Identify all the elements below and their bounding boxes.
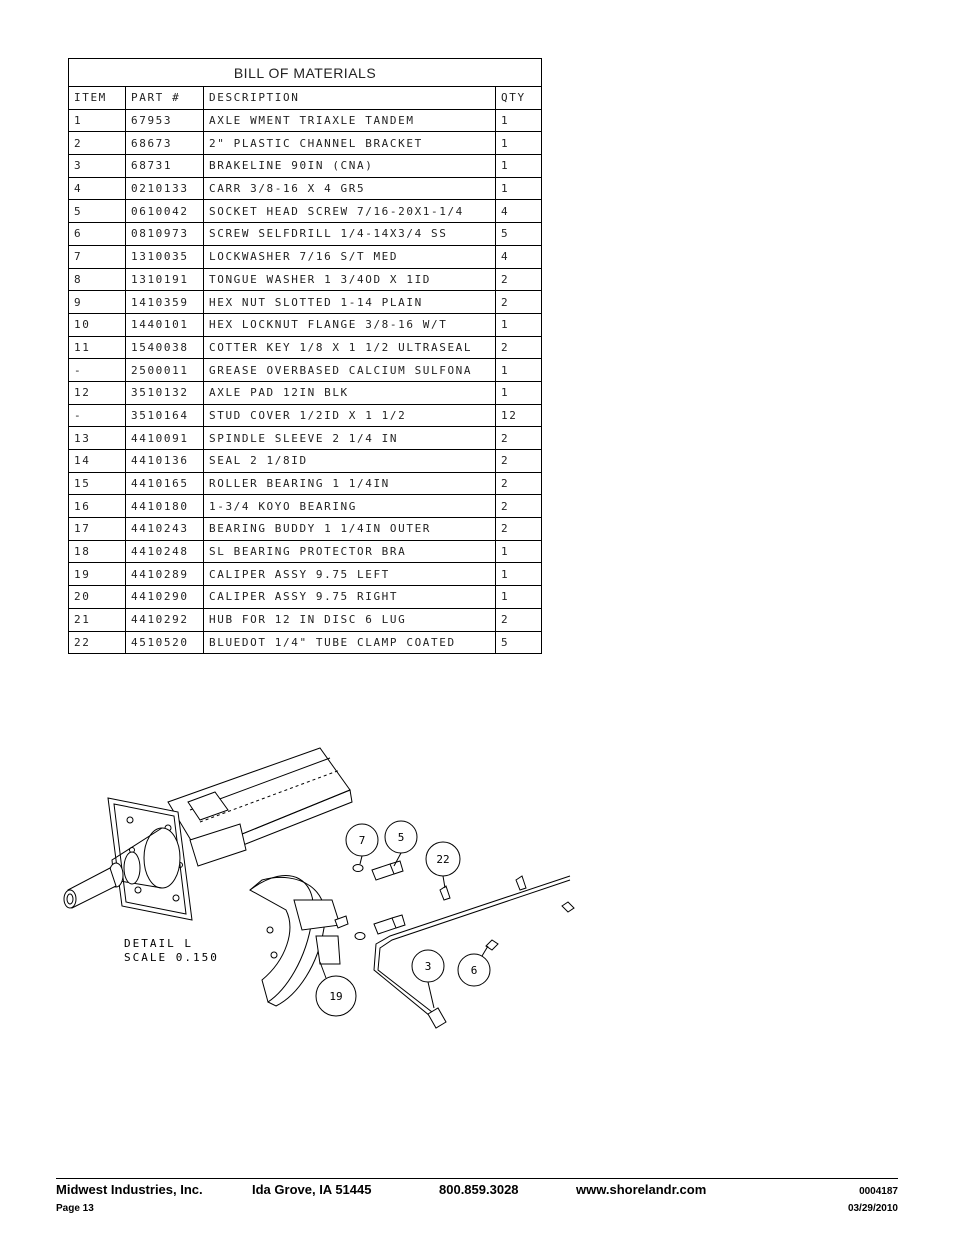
table-row bbox=[69, 336, 542, 359]
table-row bbox=[69, 132, 542, 155]
bom-part-cell: 1310191 bbox=[126, 268, 204, 291]
table-row bbox=[69, 495, 542, 518]
bom-item-cell: 19 bbox=[69, 563, 126, 586]
bom-part-cell: 4410248 bbox=[126, 540, 204, 563]
callout-7-label: 7 bbox=[358, 834, 366, 847]
bom-item-cell: 6 bbox=[69, 223, 126, 246]
bom-qty-cell: 12 bbox=[496, 404, 542, 427]
bom-part-cell: 67953 bbox=[126, 109, 204, 132]
footer-doc-number: 0004187 bbox=[859, 1186, 898, 1197]
table-row bbox=[69, 200, 542, 223]
footer-page-number: Page 13 bbox=[56, 1203, 94, 1214]
bom-description-cell: LOCKWASHER 7/16 S/T MED bbox=[204, 245, 496, 268]
bom-item-cell: 13 bbox=[69, 427, 126, 450]
bom-item-cell: 15 bbox=[69, 472, 126, 495]
bom-description-cell: AXLE WMENT TRIAXLE TANDEM bbox=[204, 109, 496, 132]
bom-item-cell: 9 bbox=[69, 291, 126, 314]
callout-5 bbox=[385, 821, 417, 866]
bom-item-cell: 10 bbox=[69, 313, 126, 336]
bom-item-cell: 17 bbox=[69, 518, 126, 541]
bom-item-cell: 20 bbox=[69, 586, 126, 609]
table-row bbox=[69, 155, 542, 178]
table-row bbox=[69, 177, 542, 200]
bom-qty-cell: 2 bbox=[496, 495, 542, 518]
table-row bbox=[69, 404, 542, 427]
bom-description-cell: SOCKET HEAD SCREW 7/16-20X1-1/4 bbox=[204, 200, 496, 223]
bom-description-cell: BRAKELINE 90IN (CNA) bbox=[204, 155, 496, 178]
bom-header-cell: ITEM bbox=[69, 87, 126, 110]
bom-part-cell: 68731 bbox=[126, 155, 204, 178]
table-row bbox=[69, 540, 542, 563]
table-row bbox=[69, 518, 542, 541]
callout-19 bbox=[316, 962, 356, 1016]
bom-item-cell: 1 bbox=[69, 109, 126, 132]
bom-item-cell: 5 bbox=[69, 200, 126, 223]
bom-description-cell: HEX NUT SLOTTED 1-14 PLAIN bbox=[204, 291, 496, 314]
table-row bbox=[69, 472, 542, 495]
table-row bbox=[69, 586, 542, 609]
bom-description-cell: CALIPER ASSY 9.75 LEFT bbox=[204, 563, 496, 586]
bom-qty-cell: 2 bbox=[496, 336, 542, 359]
bom-description-cell: STUD COVER 1/2ID X 1 1/2 bbox=[204, 404, 496, 427]
bom-qty-cell: 5 bbox=[496, 223, 542, 246]
bom-description-cell: SL BEARING PROTECTOR BRA bbox=[204, 540, 496, 563]
bom-qty-cell: 1 bbox=[496, 381, 542, 404]
bom-description-cell: BEARING BUDDY 1 1/4IN OUTER bbox=[204, 518, 496, 541]
table-row bbox=[69, 223, 542, 246]
bom-part-cell: 1440101 bbox=[126, 313, 204, 336]
footer-location: Ida Grove, IA 51445 bbox=[252, 1182, 372, 1197]
bom-qty-cell: 4 bbox=[496, 200, 542, 223]
bom-qty-cell: 1 bbox=[496, 177, 542, 200]
bom-qty-cell: 1 bbox=[496, 109, 542, 132]
bom-description-cell: TONGUE WASHER 1 3/4OD X 1ID bbox=[204, 268, 496, 291]
bom-description-cell: GREASE OVERBASED CALCIUM SULFONA bbox=[204, 359, 496, 382]
bom-qty-cell: 1 bbox=[496, 586, 542, 609]
table-row bbox=[69, 608, 542, 631]
bom-part-cell: 4410292 bbox=[126, 608, 204, 631]
bom-item-cell: 3 bbox=[69, 155, 126, 178]
bom-qty-cell: 2 bbox=[496, 268, 542, 291]
table-row bbox=[69, 631, 542, 654]
callout-3-label: 3 bbox=[424, 960, 432, 973]
bom-description-cell: CALIPER ASSY 9.75 RIGHT bbox=[204, 586, 496, 609]
bom-qty-cell: 2 bbox=[496, 472, 542, 495]
bom-description-cell: SPINDLE SLEEVE 2 1/4 IN bbox=[204, 427, 496, 450]
table-row bbox=[69, 427, 542, 450]
bom-qty-cell: 1 bbox=[496, 540, 542, 563]
table-row bbox=[69, 381, 542, 404]
bom-part-cell: 0210133 bbox=[126, 177, 204, 200]
bom-part-cell: 4410180 bbox=[126, 495, 204, 518]
bom-part-cell: 2500011 bbox=[126, 359, 204, 382]
bom-item-cell: 14 bbox=[69, 450, 126, 473]
bom-qty-cell: 2 bbox=[496, 291, 542, 314]
bom-description-cell: COTTER KEY 1/8 X 1 1/2 ULTRASEAL bbox=[204, 336, 496, 359]
bom-part-cell: 68673 bbox=[126, 132, 204, 155]
bom-qty-cell: 2 bbox=[496, 450, 542, 473]
table-row bbox=[69, 268, 542, 291]
bom-item-cell: 21 bbox=[69, 608, 126, 631]
bom-title: BILL OF MATERIALS bbox=[69, 59, 542, 87]
footer-phone: 800.859.3028 bbox=[439, 1182, 519, 1197]
bom-item-cell: 2 bbox=[69, 132, 126, 155]
brake-line bbox=[374, 876, 570, 1028]
bom-qty-cell: 1 bbox=[496, 313, 542, 336]
bom-item-cell: 8 bbox=[69, 268, 126, 291]
table-row bbox=[69, 109, 542, 132]
bom-header-cell: PART # bbox=[126, 87, 204, 110]
bom-description-cell: BLUEDOT 1/4" TUBE CLAMP COATED bbox=[204, 631, 496, 654]
bom-part-cell: 4410091 bbox=[126, 427, 204, 450]
bom-item-cell: 18 bbox=[69, 540, 126, 563]
bom-description-cell: 1-3/4 KOYO BEARING bbox=[204, 495, 496, 518]
callout-7 bbox=[346, 824, 378, 864]
bom-qty-cell: 1 bbox=[496, 563, 542, 586]
bom-header-cell: DESCRIPTION bbox=[204, 87, 496, 110]
bom-part-cell: 1540038 bbox=[126, 336, 204, 359]
bom-qty-cell: 2 bbox=[496, 608, 542, 631]
bom-item-cell: - bbox=[69, 404, 126, 427]
table-row bbox=[69, 291, 542, 314]
bom-qty-cell: 2 bbox=[496, 518, 542, 541]
bom-part-cell: 0610042 bbox=[126, 200, 204, 223]
detail-label: DETAIL L bbox=[124, 937, 193, 950]
bom-part-cell: 3510132 bbox=[126, 381, 204, 404]
bom-part-cell: 1410359 bbox=[126, 291, 204, 314]
bom-item-cell: 7 bbox=[69, 245, 126, 268]
bom-part-cell: 0810973 bbox=[126, 223, 204, 246]
bom-description-cell: CARR 3/8-16 X 4 GR5 bbox=[204, 177, 496, 200]
fasteners bbox=[353, 861, 574, 950]
table-row bbox=[69, 359, 542, 382]
table-row bbox=[69, 313, 542, 336]
table-row bbox=[69, 563, 542, 586]
bom-qty-cell: 1 bbox=[496, 155, 542, 178]
callout-22 bbox=[426, 842, 460, 888]
axle-exploded-view-drawing bbox=[50, 740, 590, 1050]
table-row bbox=[69, 450, 542, 473]
bom-part-cell: 4410243 bbox=[126, 518, 204, 541]
bom-item-cell: - bbox=[69, 359, 126, 382]
bom-part-cell: 1310035 bbox=[126, 245, 204, 268]
callout-19-label: 19 bbox=[329, 990, 343, 1003]
bom-qty-cell: 5 bbox=[496, 631, 542, 654]
bom-description-cell: HUB FOR 12 IN DISC 6 LUG bbox=[204, 608, 496, 631]
detail-scale: SCALE 0.150 bbox=[124, 951, 219, 964]
bom-item-cell: 4 bbox=[69, 177, 126, 200]
bom-qty-cell: 1 bbox=[496, 359, 542, 382]
bom-body bbox=[69, 109, 542, 654]
bom-description-cell: AXLE PAD 12IN BLK bbox=[204, 381, 496, 404]
bom-qty-cell: 1 bbox=[496, 132, 542, 155]
bom-part-cell: 4410289 bbox=[126, 563, 204, 586]
callout-6 bbox=[458, 946, 490, 986]
bom-description-cell: ROLLER BEARING 1 1/4IN bbox=[204, 472, 496, 495]
bom-title-row bbox=[69, 59, 542, 87]
bom-part-cell: 4410165 bbox=[126, 472, 204, 495]
footer-date: 03/29/2010 bbox=[847, 1203, 898, 1214]
bom-description-cell: HEX LOCKNUT FLANGE 3/8-16 W/T bbox=[204, 313, 496, 336]
bom-part-cell: 4410136 bbox=[126, 450, 204, 473]
axle-tube bbox=[168, 748, 352, 866]
table-row bbox=[69, 245, 542, 268]
callout-5-label: 5 bbox=[397, 831, 405, 844]
bom-item-cell: 11 bbox=[69, 336, 126, 359]
callout-22-label: 22 bbox=[436, 853, 450, 866]
bill-of-materials-table bbox=[68, 58, 542, 654]
bom-part-cell: 4410290 bbox=[126, 586, 204, 609]
footer-website: www.shorelandr.com bbox=[576, 1182, 707, 1197]
bom-description-cell: SCREW SELFDRILL 1/4-14X3/4 SS bbox=[204, 223, 496, 246]
bom-item-cell: 12 bbox=[69, 381, 126, 404]
bom-qty-cell: 4 bbox=[496, 245, 542, 268]
bom-description-cell: 2" PLASTIC CHANNEL BRACKET bbox=[204, 132, 496, 155]
bom-header-cell: QTY bbox=[496, 87, 542, 110]
bom-item-cell: 22 bbox=[69, 631, 126, 654]
bom-description-cell: SEAL 2 1/8ID bbox=[204, 450, 496, 473]
bom-item-cell: 16 bbox=[69, 495, 126, 518]
footer-company: Midwest Industries, Inc. bbox=[56, 1182, 203, 1197]
bom-qty-cell: 2 bbox=[496, 427, 542, 450]
callout-6-label: 6 bbox=[470, 964, 478, 977]
bom-part-cell: 3510164 bbox=[126, 404, 204, 427]
footer-divider bbox=[56, 1178, 898, 1179]
bom-part-cell: 4510520 bbox=[126, 631, 204, 654]
bom-header-row bbox=[69, 87, 542, 110]
callout-3 bbox=[412, 950, 444, 1008]
